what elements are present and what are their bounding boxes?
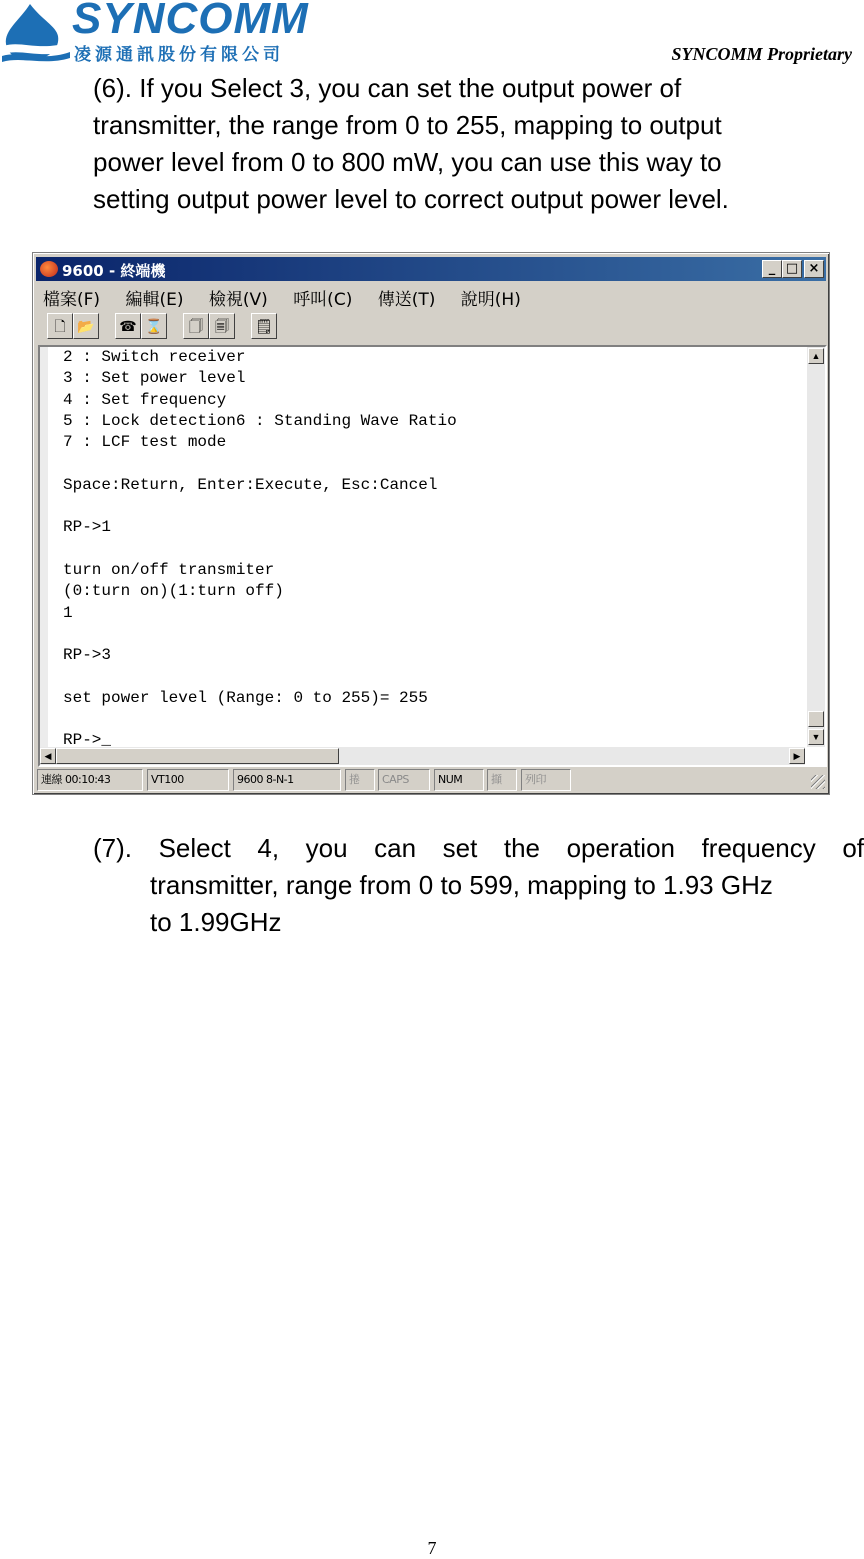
proprietary-label: SYNCOMM Proprietary xyxy=(671,44,852,64)
menu-edit[interactable]: 編輯(E) xyxy=(125,290,184,310)
terminal-line: turn on/off transmiter xyxy=(63,560,275,579)
phone-connect-icon[interactable]: ☎ xyxy=(115,313,141,339)
menu-help[interactable]: 說明(H) xyxy=(460,290,521,310)
status-connection-time: 連線 00:10:43 xyxy=(37,769,143,791)
text-line: transmitter, range from 0 to 599, mapping to 1.93 GHz xyxy=(150,870,773,900)
scroll-left-icon[interactable]: ◀ xyxy=(40,748,56,764)
terminal-line: RP->_ xyxy=(63,731,112,747)
scroll-right-icon[interactable]: ▶ xyxy=(789,748,805,764)
terminal-window-screenshot xyxy=(32,252,830,795)
close-icon[interactable]: × xyxy=(804,260,824,278)
horizontal-scrollbar[interactable] xyxy=(40,747,805,765)
text-line: (6). If you Select 3, you can set the output power of xyxy=(93,73,682,103)
terminal-line xyxy=(63,453,805,474)
menu-bar xyxy=(43,285,541,310)
terminal-line: (0:turn on)(1:turn off) xyxy=(63,582,284,601)
text-word: can xyxy=(374,833,417,863)
terminal-line: RP->1 xyxy=(63,518,112,537)
scroll-up-icon[interactable]: ▲ xyxy=(808,348,824,364)
resize-grip-icon[interactable] xyxy=(811,775,825,789)
status-scroll: 捲 xyxy=(345,769,375,791)
status-num: NUM xyxy=(434,769,484,791)
company-logo xyxy=(0,0,400,66)
terminal-line: set power level (Range: 0 to 255)= 255 xyxy=(63,688,428,707)
text-word: the xyxy=(503,833,541,863)
terminal-line: 2 : Switch receiver xyxy=(63,348,246,366)
window-titlebar xyxy=(36,257,826,281)
text-line: to 1.99GHz xyxy=(150,907,282,937)
text-word: you xyxy=(305,833,348,863)
maximize-icon[interactable]: □ xyxy=(782,260,802,278)
text-word: Select xyxy=(158,833,231,863)
terminal-line: Space:Return, Enter:Execute, Esc:Cancel xyxy=(63,475,438,494)
text-word: frequency xyxy=(701,833,816,863)
water-drop-icon xyxy=(0,0,72,66)
menu-call[interactable]: 呼叫(C) xyxy=(293,290,353,310)
app-icon xyxy=(40,261,58,277)
terminal-area[interactable] xyxy=(38,345,827,767)
menu-file[interactable]: 檔案(F) xyxy=(43,290,101,310)
status-capture: 擷 xyxy=(487,769,517,791)
text-word: 4, xyxy=(257,833,280,863)
open-folder-icon[interactable]: 📂 xyxy=(73,313,99,339)
logo-chinese-name: 凌源通訊股份有限公司 xyxy=(74,45,284,65)
text-line: power level from 0 to 800 mW, you can use this way to xyxy=(93,147,722,177)
new-file-icon[interactable]: 🗋 xyxy=(47,313,73,339)
text-word: set xyxy=(442,833,478,863)
terminal-line xyxy=(63,666,805,687)
phone-disconnect-icon[interactable]: ⌛ xyxy=(141,313,167,339)
text-line-justified xyxy=(93,830,864,867)
terminal-line: 1 xyxy=(63,603,73,622)
terminal-line: 3 : Set power level xyxy=(63,369,246,388)
terminal-line xyxy=(63,709,805,730)
scroll-thumb[interactable] xyxy=(56,748,339,764)
paragraph-7 xyxy=(93,830,864,941)
scroll-down-icon[interactable]: ▼ xyxy=(808,729,824,745)
receive-file-icon[interactable]: 🗐 xyxy=(209,313,235,339)
terminal-line: 4 : Set frequency xyxy=(63,390,227,409)
terminal-line xyxy=(63,624,805,645)
terminal-line: 7 : LCF test mode xyxy=(63,433,227,452)
send-file-icon[interactable]: 🗍 xyxy=(183,313,209,339)
terminal-line xyxy=(63,496,805,517)
status-bar xyxy=(37,769,827,791)
terminal-line: 5 : Lock detection6 : Standing Wave Ratio xyxy=(63,411,457,430)
text-line: transmitter, the range from 0 to 255, mapping to output xyxy=(93,110,722,140)
text-word: of xyxy=(842,833,864,863)
window-title: 9600 - 終端機 xyxy=(62,262,166,280)
terminal-line xyxy=(63,539,805,560)
paragraph-6 xyxy=(93,70,833,218)
text-line: setting output power level to correct output power level. xyxy=(93,184,729,214)
properties-icon[interactable]: 🗒 xyxy=(251,313,277,339)
page-number: 7 xyxy=(427,1538,437,1558)
text-word: operation xyxy=(566,833,675,863)
scroll-thumb[interactable] xyxy=(808,711,824,727)
text-word: (7). xyxy=(93,833,132,863)
status-print: 列印 xyxy=(521,769,571,791)
terminal-output xyxy=(40,347,805,747)
minimize-icon[interactable]: _ xyxy=(762,260,782,278)
status-caps: CAPS xyxy=(378,769,430,791)
menu-view[interactable]: 檢視(V) xyxy=(208,290,268,310)
status-port-settings: 9600 8-N-1 xyxy=(233,769,341,791)
vertical-scrollbar[interactable] xyxy=(807,347,825,747)
logo-wordmark: SYNCOMM xyxy=(72,0,309,43)
menu-transfer[interactable]: 傳送(T) xyxy=(377,290,436,310)
status-emulation: VT100 xyxy=(147,769,229,791)
terminal-line: RP->3 xyxy=(63,646,112,665)
